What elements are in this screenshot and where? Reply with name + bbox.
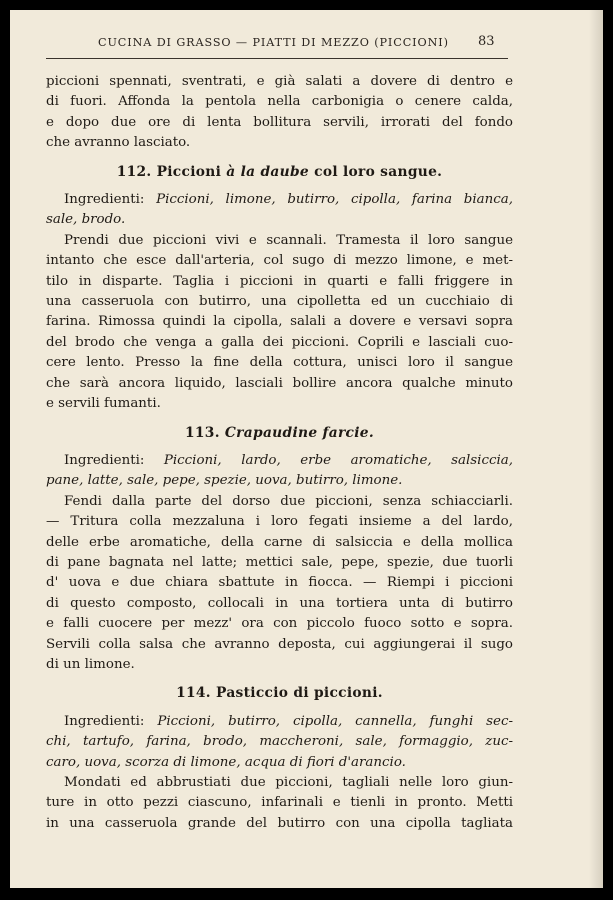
text-line: Mondati ed abbrustiati due piccioni, tagliali nelle loro giun- xyxy=(64,775,513,790)
ingredients-label: Ingredienti: xyxy=(64,192,157,208)
text-line: Fendi dalla parte del dorso due piccioni, senza schiacciarli. xyxy=(64,493,513,509)
book-page xyxy=(10,10,603,888)
text-line: delle erbe aromatiche, della carne di salsiccia e della mollica xyxy=(46,534,513,550)
text-line: cere lento. Presso la fine della cottura, unisci loro il sangue xyxy=(46,355,513,371)
text-line: tilo in disparte. Taglia i piccioni in quarti e falli friggere in xyxy=(46,273,513,289)
ingredients-list: Piccioni, butirro, cipolla, cannella, funghi sec- xyxy=(157,713,514,729)
recipe-113-ingredients xyxy=(46,451,513,492)
text-line: di un limone. xyxy=(46,656,135,672)
text-line: del brodo che venga a galla dei piccioni. Coprili e lasciali cuo- xyxy=(46,334,513,350)
recipe-113-body xyxy=(46,492,513,676)
ingredients-label: Ingredienti: xyxy=(64,452,164,468)
recipe-114-title: 114. Pasticcio di piccioni. xyxy=(176,685,383,702)
text-line: di fuori. Affonda la pentola nella carbonigia o cenere calda, xyxy=(46,94,513,110)
ingredients-list: Piccioni, lardo, erbe aromatiche, salsiccia, xyxy=(163,452,513,468)
text-line: d' uova e due chiara sbattute in fiocca. — Riempi i piccioni xyxy=(46,575,513,591)
text-line: — Tritura colla mezzaluna i loro fegati insieme a del lardo, xyxy=(46,514,513,530)
text-line: che sarà ancora liquido, lasciali bollire ancora qualche minuto xyxy=(46,375,513,391)
text-line: intanto che esce dall'arteria, col sugo di mezzo limone, e met- xyxy=(46,253,513,269)
ingredients-list: sale, brodo. xyxy=(46,212,126,228)
recipe-112-ingredients xyxy=(46,190,513,231)
ingredients-list: caro, uova, scorza di limone, acqua di fiori d'arancio. xyxy=(46,754,406,770)
running-head xyxy=(10,32,603,56)
text-line: ture in otto pezzi ciascuno, infarinali e tienli in pronto. Metti xyxy=(46,795,513,811)
text-line: che avranno lasciato. xyxy=(46,135,191,151)
recipe-112-body xyxy=(46,231,513,415)
ingredients-label: Ingredienti: xyxy=(64,713,158,729)
text-line: una casseruola con butirro, una cipolletta ed un cucchiaio di xyxy=(46,294,513,310)
recipe-113-title xyxy=(46,423,513,443)
recipe-113-title-number: 113. xyxy=(185,424,225,441)
recipe-112-title xyxy=(46,162,513,182)
ingredients-list: chi, tartufo, farina, brodo, maccheroni, sale, formaggio, zuc- xyxy=(46,734,513,750)
page-number: 83 xyxy=(478,34,495,49)
text-line: e servili fumanti. xyxy=(46,396,161,412)
text-line: di questo composto, collocali in una tortiera unta di butirro xyxy=(46,595,513,611)
text-line: piccioni spennati, sventrati, e già salati a dovere di dentro e xyxy=(46,74,513,89)
header-rule xyxy=(46,58,508,59)
text-line: e dopo due ore di lenta bollitura servili, irrorati del fondo xyxy=(46,114,513,130)
recipe-112-title-rest: col loro sangue. xyxy=(309,163,443,180)
text-line: farina. Rimossa quindi la cipolla, salali a dovere e versavi sopra xyxy=(46,314,513,330)
ingredients-list: pane, latte, sale, pepe, spezie, uova, butirro, limone. xyxy=(46,473,403,489)
recipe-114-ingredients xyxy=(46,712,513,773)
page-body xyxy=(46,72,513,834)
recipe-112-title-number: 112. Piccioni xyxy=(116,163,227,180)
running-title: CUCINA DI GRASSO — PIATTI DI MEZZO (PICCIONI) xyxy=(98,36,449,49)
recipe-112-title-italic: à la daube xyxy=(226,163,310,180)
text-line: e falli cuocere per mezz' ora con piccolo fuoco sotto e sopra. xyxy=(46,616,513,632)
text-line: Prendi due piccioni vivi e scannali. Tramesta il loro sangue xyxy=(64,232,513,248)
recipe-113-title-italic: Crapaudine farcie. xyxy=(224,424,374,441)
page-shadow xyxy=(589,10,603,888)
text-line: Servili colla salsa che avranno deposta, cui aggiungerai il sugo xyxy=(46,636,513,652)
text-line: in una casseruola grande del butirro con una cipolla tagliata xyxy=(46,815,513,831)
text-line: di pane bagnata nel latte; mettici sale, pepe, spezie, due tuorli xyxy=(46,554,513,570)
ingredients-list: Piccioni, limone, butirro, cipolla, farina bianca, xyxy=(156,192,513,208)
intro-paragraph xyxy=(46,72,513,154)
recipe-114-body xyxy=(46,773,513,834)
